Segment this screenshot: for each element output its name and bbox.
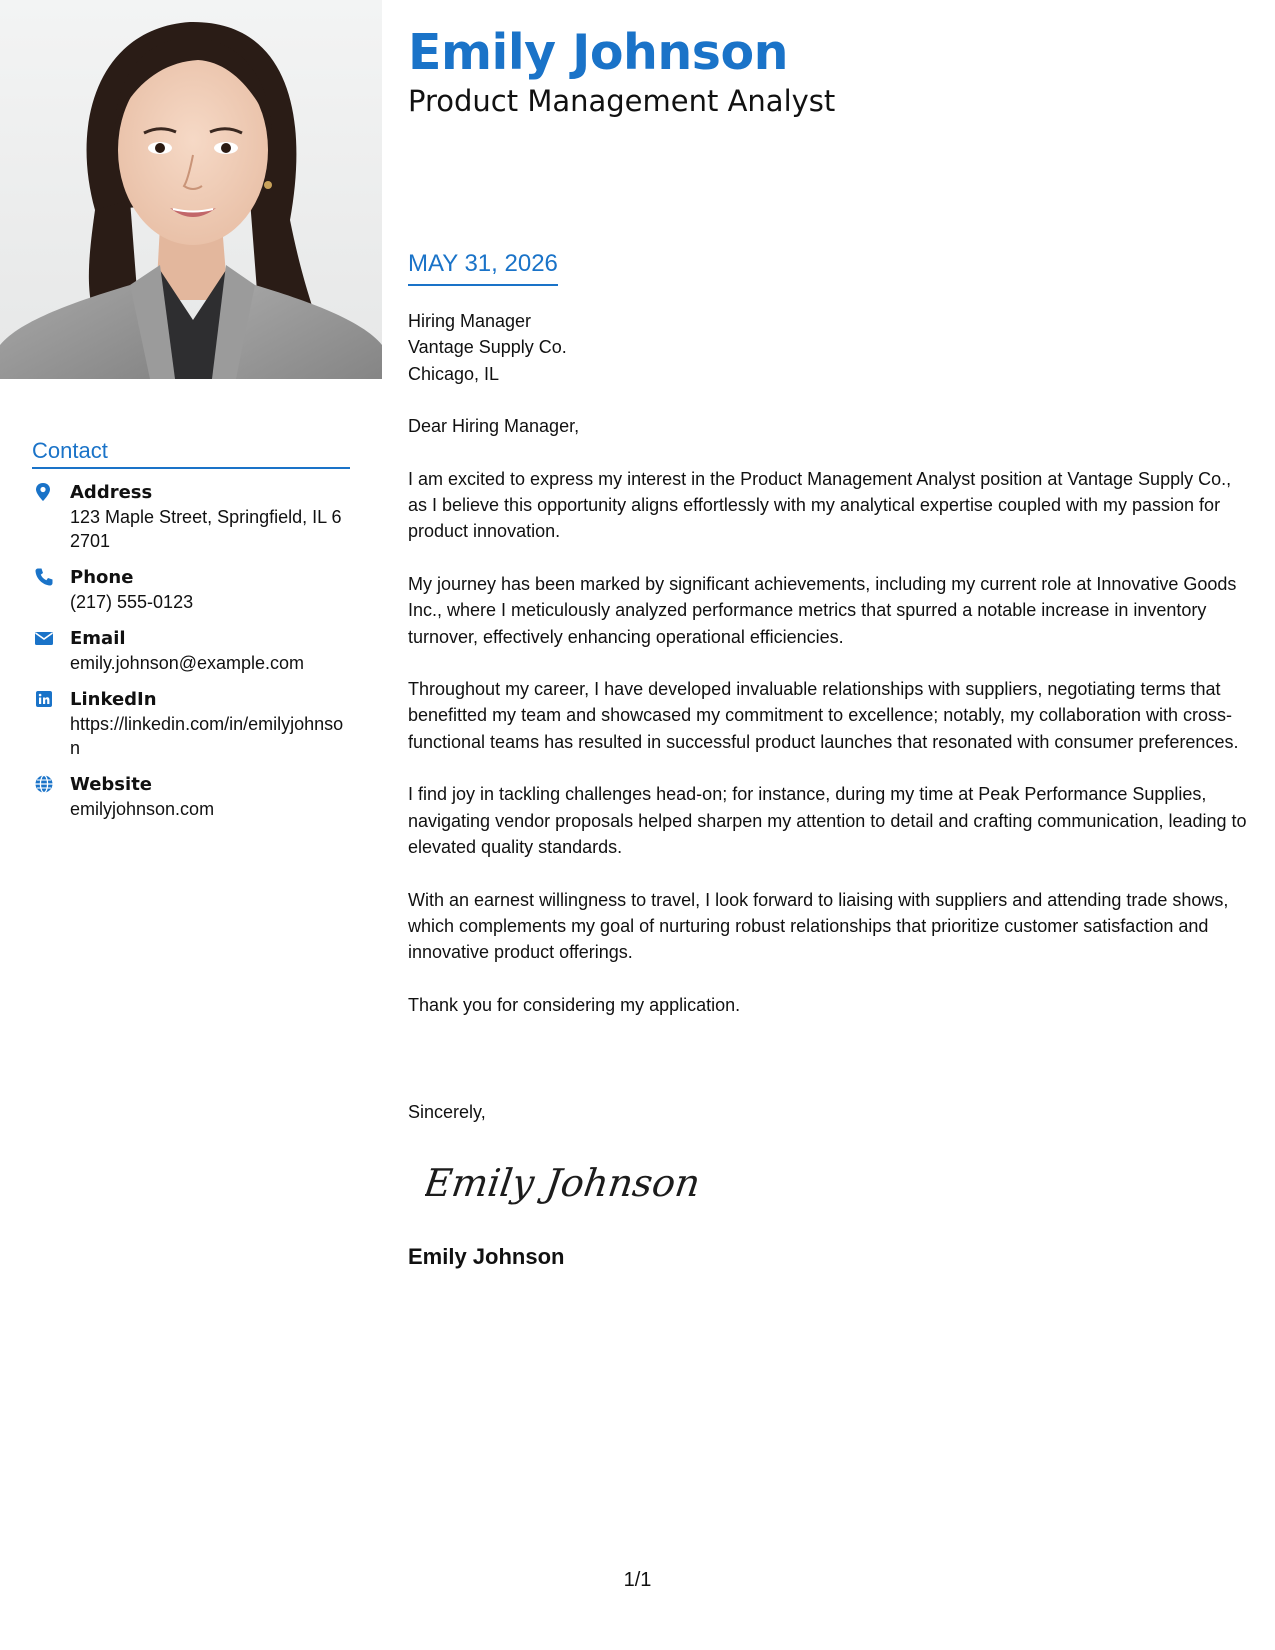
phone-value: (217) 555-0123	[70, 592, 194, 612]
address-value: 123 Maple Street, Springfield, IL 62701	[70, 507, 342, 551]
website-label: Website	[70, 774, 153, 795]
email-value[interactable]: emily.johnson@example.com	[70, 653, 305, 673]
linkedin-value[interactable]: https://linkedin.com/in/emilyjohnson	[70, 714, 344, 758]
location-pin-icon	[34, 482, 54, 502]
signer-name: Emily Johnson	[408, 1244, 565, 1269]
applicant-role: Product Management Analyst	[408, 84, 836, 118]
contact-linkedin	[32, 688, 350, 760]
contact-website	[32, 773, 350, 821]
recipient-line: Chicago, IL	[408, 363, 500, 384]
recipient-line: Hiring Manager	[408, 311, 532, 331]
letter-closing: Sincerely,	[408, 1102, 486, 1122]
phone-label: Phone	[70, 567, 134, 588]
letter-paragraph: With an earnest willingness to travel, I look forward to liaising with suppliers and attending trade shows, which complements my goal of nurturing robust relationships that prioritize customer satisfaction and innovative product offerings.	[408, 889, 1229, 963]
recipient-block	[408, 308, 1248, 387]
letter-paragraph: Thank you for considering my application.	[408, 994, 741, 1015]
email-label: Email	[70, 628, 126, 649]
handwritten-signature	[425, 1150, 705, 1220]
contact-phone	[32, 566, 350, 614]
letter-date: MAY 31, 2026	[408, 248, 558, 286]
address-label: Address	[70, 482, 153, 503]
letter-paragraph: I am excited to express my interest in the Product Management Analyst position at Vantage Supply Co., as I believe this opportunity aligns effortlessly with my analytical expertise coupled with my passion for product innovation.	[408, 468, 1232, 542]
contact-email	[32, 627, 350, 675]
page-number: 1/1	[623, 1569, 652, 1591]
contact-address	[32, 481, 350, 553]
letter-paragraph: Throughout my career, I have developed invaluable relationships with suppliers, negotiating terms that benefitted my team and showcased my commitment to excellence; notably, my collaboration with cross-functional teams has resulted in successful product launches that resonated with consumer preferences.	[408, 679, 1239, 752]
recipient-line: Vantage Supply Co.	[408, 337, 567, 358]
email-icon	[34, 628, 54, 648]
linkedin-icon	[34, 689, 54, 709]
applicant-name: Emily Johnson	[408, 24, 788, 81]
letter-body	[408, 308, 1248, 1044]
signature-text: Emily Johnson	[425, 1162, 703, 1206]
salutation: Dear Hiring Manager,	[408, 416, 580, 437]
linkedin-label: LinkedIn	[70, 689, 157, 710]
contact-sidebar	[32, 437, 350, 834]
phone-icon	[34, 567, 54, 587]
letter-paragraph: I find joy in tackling challenges head-on; for instance, during my time at Peak Performance Supplies, navigating vendor proposals helped sharpen my attention to detail and crafting communication, leading to elevated quality standards.	[408, 784, 1247, 858]
contact-section-title: Contact	[32, 437, 350, 469]
globe-icon	[34, 774, 54, 794]
letter-paragraph: My journey has been marked by significant achievements, including my current role at Innovative Goods Inc., where I meticulously analyzed performance metrics that spurred a notable increase in inventory turnover, effectively enhancing operational efficiencies.	[408, 573, 1237, 647]
website-value[interactable]: emilyjohnson.com	[70, 799, 215, 819]
profile-photo	[0, 0, 382, 379]
